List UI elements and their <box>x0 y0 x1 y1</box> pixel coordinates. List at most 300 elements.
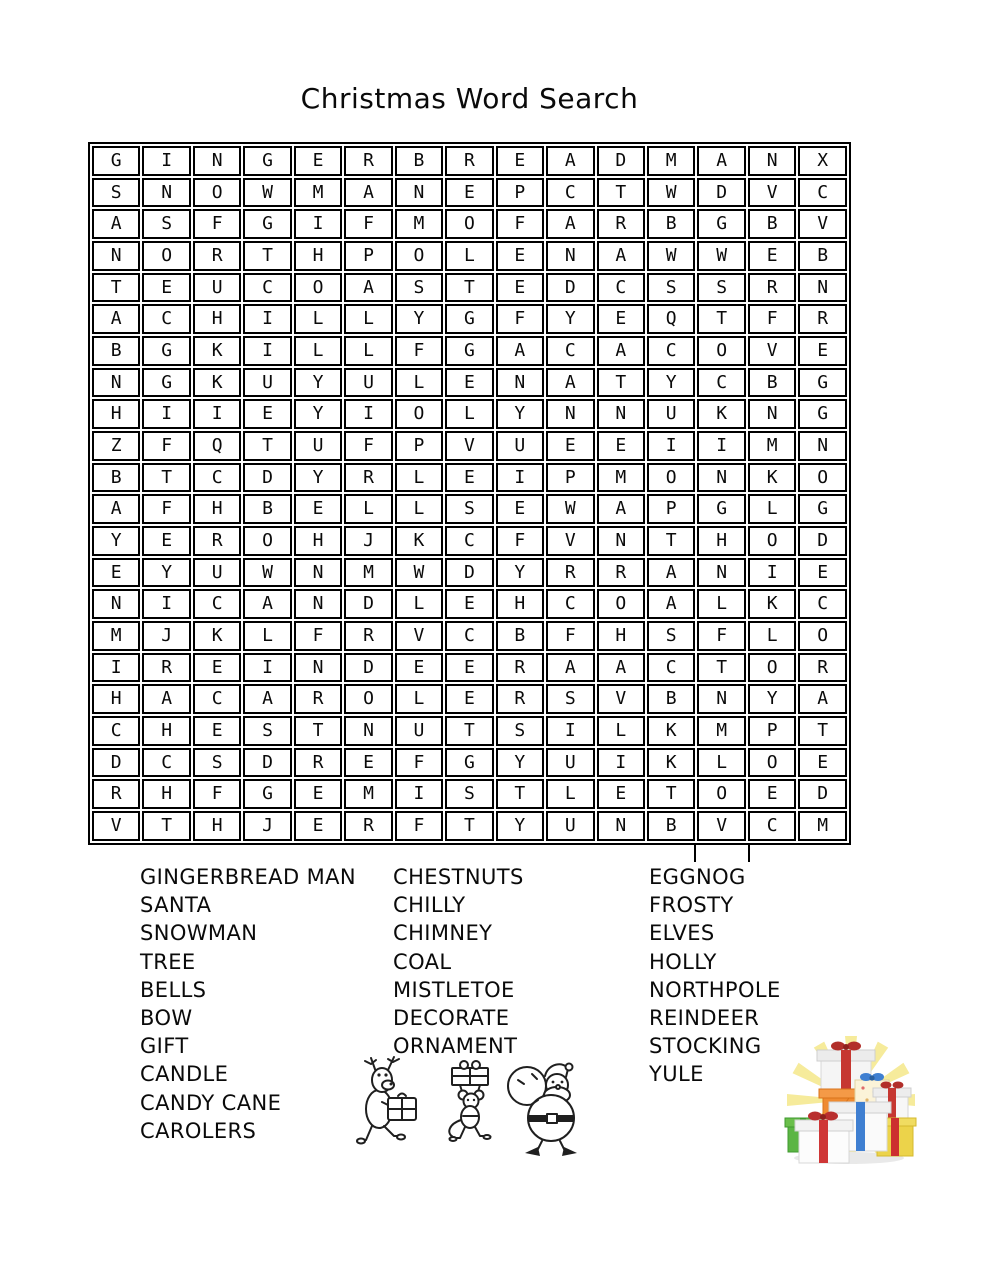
grid-cell: C <box>748 811 796 841</box>
grid-cell: N <box>798 431 847 461</box>
grid-row <box>92 589 847 619</box>
word-list-item: SNOWMAN <box>140 921 258 946</box>
grid-cell: C <box>798 178 847 208</box>
grid-row <box>92 399 847 429</box>
word-list-item: STOCKING <box>649 1034 762 1059</box>
grid-cell: T <box>243 431 291 461</box>
grid-cell: U <box>344 368 392 398</box>
word-list-item: GINGERBREAD MAN <box>140 865 356 889</box>
grid-cell: W <box>697 241 745 271</box>
grid-cell: G <box>142 368 190 398</box>
grid-cell: A <box>142 684 190 714</box>
grid-cell: N <box>546 241 594 271</box>
grid-cell: N <box>748 399 796 429</box>
grid-cell: O <box>798 463 847 493</box>
grid-cell: N <box>142 178 190 208</box>
grid-cell: D <box>243 748 291 778</box>
grid-cell: L <box>697 748 745 778</box>
grid-cell: E <box>597 779 645 809</box>
grid-cell: A <box>697 146 745 176</box>
grid-cell: O <box>193 178 241 208</box>
grid-cell: E <box>546 431 594 461</box>
word-list-item: TREE <box>140 949 196 974</box>
grid-row <box>92 273 847 303</box>
grid-cell: O <box>344 684 392 714</box>
grid-cell: N <box>294 558 342 588</box>
grid-cell: T <box>243 241 291 271</box>
grid-cell: S <box>647 273 695 303</box>
word-list-item: CHIMNEY <box>393 921 493 946</box>
grid-cell: F <box>697 621 745 651</box>
grid-cell: A <box>546 653 594 683</box>
grid-cell: Y <box>496 399 544 429</box>
grid-cell: N <box>697 684 745 714</box>
grid-cell: O <box>697 779 745 809</box>
grid-cell: A <box>344 178 392 208</box>
grid-cell: N <box>294 653 342 683</box>
grid-cell: R <box>445 146 493 176</box>
grid-cell: G <box>798 368 847 398</box>
grid-cell: K <box>395 526 443 556</box>
grid-row <box>92 621 847 651</box>
grid-cell: F <box>496 209 544 239</box>
grid-cell: O <box>748 526 796 556</box>
grid-cell: R <box>496 684 544 714</box>
grid-cell: G <box>142 336 190 366</box>
grid-cell: K <box>193 621 241 651</box>
grid-cell: C <box>445 526 493 556</box>
grid-cell: C <box>193 684 241 714</box>
grid-cell: T <box>445 811 493 841</box>
grid-cell: A <box>92 494 140 524</box>
grid-cell: H <box>142 716 190 746</box>
grid-cell: Q <box>193 431 241 461</box>
grid-cell: E <box>142 273 190 303</box>
grid-cell: R <box>798 304 847 334</box>
grid-cell: I <box>142 589 190 619</box>
grid-cell: E <box>798 558 847 588</box>
grid-cell: T <box>496 779 544 809</box>
grid-cell: N <box>92 368 140 398</box>
grid-row <box>92 558 847 588</box>
grid-cell: E <box>92 558 140 588</box>
grid-cell: L <box>344 336 392 366</box>
grid-cell: G <box>243 146 291 176</box>
grid-cell: O <box>243 526 291 556</box>
grid-cell: A <box>597 494 645 524</box>
grid-cell: U <box>647 399 695 429</box>
grid-cell: O <box>798 621 847 651</box>
grid-cell: L <box>395 463 443 493</box>
grid-cell: I <box>142 399 190 429</box>
grid-cell: C <box>597 273 645 303</box>
grid-cell: G <box>697 494 745 524</box>
grid-cell: L <box>294 336 342 366</box>
grid-cell: R <box>344 463 392 493</box>
grid-cell: F <box>344 431 392 461</box>
page-title: Christmas Word Search <box>300 82 639 115</box>
grid-cell: F <box>193 779 241 809</box>
grid-cell: G <box>243 779 291 809</box>
grid-cell: G <box>445 304 493 334</box>
grid-cell: M <box>395 209 443 239</box>
grid-cell: H <box>496 589 544 619</box>
grid-cell: U <box>193 273 241 303</box>
grid-cell: I <box>243 336 291 366</box>
word-list-item: CANDY CANE <box>140 1090 282 1115</box>
grid-cell: F <box>748 304 796 334</box>
word-list-column-3 <box>649 863 781 1089</box>
grid-cell: H <box>92 399 140 429</box>
grid-cell: T <box>647 779 695 809</box>
grid-row <box>92 431 847 461</box>
grid-cell: H <box>193 811 241 841</box>
grid-cell: E <box>395 653 443 683</box>
grid-cell: E <box>445 178 493 208</box>
grid-cell: G <box>92 146 140 176</box>
grid-cell: F <box>496 304 544 334</box>
grid-row <box>92 336 847 366</box>
grid-cell: S <box>697 273 745 303</box>
grid-row <box>92 779 847 809</box>
grid-cell: C <box>142 304 190 334</box>
grid-cell: L <box>748 621 796 651</box>
grid-cell: T <box>597 178 645 208</box>
grid-cell: L <box>445 241 493 271</box>
grid-cell: I <box>92 653 140 683</box>
word-list-item: REINDEER <box>649 1006 760 1031</box>
grid-cell: A <box>243 589 291 619</box>
grid-cell: T <box>697 304 745 334</box>
grid-cell: Q <box>647 304 695 334</box>
grid-cell: D <box>798 779 847 809</box>
grid-cell: E <box>344 748 392 778</box>
grid-cell: M <box>597 463 645 493</box>
word-list-item: BOW <box>140 1006 193 1031</box>
grid-cell: T <box>697 653 745 683</box>
grid-cell: L <box>294 304 342 334</box>
grid-cell: L <box>395 368 443 398</box>
grid-cell: T <box>142 463 190 493</box>
word-list-item: SANTA <box>140 893 212 918</box>
grid-cell: B <box>395 146 443 176</box>
grid-cell: D <box>697 178 745 208</box>
grid-cell: P <box>395 431 443 461</box>
grid-cell: E <box>597 304 645 334</box>
grid-cell: F <box>142 431 190 461</box>
grid-cell: A <box>92 209 140 239</box>
grid-cell: B <box>647 684 695 714</box>
grid-cell: J <box>142 621 190 651</box>
grid-row <box>92 716 847 746</box>
grid-cell: C <box>647 336 695 366</box>
grid-cell: E <box>193 716 241 746</box>
grid-cell: F <box>395 811 443 841</box>
grid-cell: R <box>294 748 342 778</box>
grid-cell: O <box>597 589 645 619</box>
grid-cell: L <box>697 589 745 619</box>
grid-cell: S <box>647 621 695 651</box>
grid-cell: I <box>243 304 291 334</box>
grid-cell: I <box>142 146 190 176</box>
grid-cell: C <box>142 748 190 778</box>
grid-cell: K <box>193 336 241 366</box>
word-search-grid <box>88 142 851 845</box>
grid-row <box>92 494 847 524</box>
grid-cell: N <box>92 241 140 271</box>
grid-cell: V <box>597 684 645 714</box>
grid-cell: G <box>798 494 847 524</box>
grid-cell: U <box>243 368 291 398</box>
grid-cell: P <box>647 494 695 524</box>
grid-cell: Y <box>496 811 544 841</box>
word-list-item: CAROLERS <box>140 1118 257 1143</box>
grid-cell: V <box>546 526 594 556</box>
grid-cell: B <box>798 241 847 271</box>
grid-cell: B <box>496 621 544 651</box>
grid-cell: Y <box>395 304 443 334</box>
grid-cell: S <box>445 779 493 809</box>
grid-cell: B <box>748 368 796 398</box>
grid-cell: E <box>243 399 291 429</box>
grid-cell: B <box>92 463 140 493</box>
grid-cell: C <box>193 589 241 619</box>
word-list-item: YULE <box>649 1062 704 1087</box>
grid-cell: S <box>395 273 443 303</box>
grid-cell: G <box>445 336 493 366</box>
grid-cell: E <box>445 589 493 619</box>
grid-cell: U <box>294 431 342 461</box>
grid-cell: C <box>647 653 695 683</box>
grid-cell: A <box>344 273 392 303</box>
grid-row <box>92 684 847 714</box>
grid-cell: M <box>748 431 796 461</box>
grid-cell: U <box>193 558 241 588</box>
grid-cell: N <box>294 589 342 619</box>
grid-cell: Y <box>142 558 190 588</box>
grid-cell: N <box>597 399 645 429</box>
grid-cell: Y <box>294 399 342 429</box>
grid-cell: C <box>697 368 745 398</box>
word-list-item: HOLLY <box>649 949 717 974</box>
grid-cell: B <box>748 209 796 239</box>
grid-cell: H <box>92 684 140 714</box>
word-list-column-2 <box>393 863 524 1060</box>
grid-cell: E <box>597 431 645 461</box>
grid-cell: E <box>294 779 342 809</box>
grid-cell: R <box>294 684 342 714</box>
grid-border-stub <box>694 845 696 862</box>
word-list-item: GIFT <box>140 1034 189 1059</box>
grid-cell: E <box>748 779 796 809</box>
grid-cell: I <box>597 748 645 778</box>
grid-cell: T <box>445 273 493 303</box>
grid-cell: U <box>546 811 594 841</box>
grid-cell: N <box>697 558 745 588</box>
grid-cell: V <box>748 336 796 366</box>
grid-cell: S <box>445 494 493 524</box>
grid-cell: H <box>697 526 745 556</box>
grid-row <box>92 368 847 398</box>
grid-cell: L <box>395 589 443 619</box>
grid-cell: M <box>697 716 745 746</box>
grid-row <box>92 178 847 208</box>
grid-cell: E <box>294 811 342 841</box>
grid-cell: Y <box>496 748 544 778</box>
grid-cell: O <box>142 241 190 271</box>
grid-cell: N <box>697 463 745 493</box>
grid-cell: P <box>546 463 594 493</box>
grid-cell: R <box>597 558 645 588</box>
santa-icon <box>508 1064 577 1157</box>
grid-cell: G <box>243 209 291 239</box>
grid-cell: A <box>647 558 695 588</box>
grid-cell: B <box>647 209 695 239</box>
grid-cell: E <box>445 463 493 493</box>
grid-cell: N <box>193 146 241 176</box>
grid-cell: I <box>647 431 695 461</box>
grid-cell: C <box>193 463 241 493</box>
grid-cell: O <box>395 399 443 429</box>
christmas-characters-illustration <box>352 1054 592 1158</box>
grid-row <box>92 748 847 778</box>
grid-cell: L <box>748 494 796 524</box>
grid-cell: I <box>243 653 291 683</box>
grid-cell: R <box>798 653 847 683</box>
grid-cell: L <box>395 494 443 524</box>
grid-cell: N <box>597 811 645 841</box>
grid-cell: D <box>243 463 291 493</box>
grid-cell: I <box>395 779 443 809</box>
grid-cell: R <box>597 209 645 239</box>
grid-cell: E <box>445 653 493 683</box>
grid-cell: I <box>294 209 342 239</box>
grid-cell: T <box>142 811 190 841</box>
word-list-column-1 <box>140 863 356 1145</box>
grid-cell: M <box>344 558 392 588</box>
grid-cell: V <box>395 621 443 651</box>
word-list-item: CHESTNUTS <box>393 865 524 889</box>
grid-cell: S <box>92 178 140 208</box>
grid-cell: D <box>597 146 645 176</box>
grid-cell: A <box>546 209 594 239</box>
grid-cell: O <box>697 336 745 366</box>
grid-cell: N <box>798 273 847 303</box>
mouse-icon <box>449 1061 490 1141</box>
grid-cell: W <box>647 178 695 208</box>
word-list-item: BELLS <box>140 977 207 1002</box>
grid-cell: Z <box>92 431 140 461</box>
grid-cell: C <box>445 621 493 651</box>
grid-cell: W <box>243 558 291 588</box>
grid-cell: R <box>496 653 544 683</box>
grid-cell: W <box>395 558 443 588</box>
grid-cell: E <box>496 241 544 271</box>
grid-cell: Y <box>294 463 342 493</box>
grid-cell: I <box>748 558 796 588</box>
grid-cell: P <box>344 241 392 271</box>
grid-cell: C <box>243 273 291 303</box>
grid-cell: H <box>193 494 241 524</box>
grid-cell: Y <box>647 368 695 398</box>
grid-row <box>92 653 847 683</box>
grid-cell: E <box>193 653 241 683</box>
grid-cell: U <box>395 716 443 746</box>
grid-cell: N <box>92 589 140 619</box>
grid-row <box>92 304 847 334</box>
grid-cell: E <box>798 336 847 366</box>
grid-cell: L <box>546 779 594 809</box>
word-list-item: FROSTY <box>649 893 734 918</box>
grid-cell: H <box>142 779 190 809</box>
grid-row <box>92 241 847 271</box>
grid-cell: D <box>546 273 594 303</box>
grid-cell: G <box>697 209 745 239</box>
grid-cell: W <box>647 241 695 271</box>
grid-cell: T <box>445 716 493 746</box>
grid-cell: T <box>798 716 847 746</box>
grid-cell: F <box>142 494 190 524</box>
grid-cell: M <box>92 621 140 651</box>
word-list-item: EGGNOG <box>649 865 746 889</box>
grid-cell: J <box>344 526 392 556</box>
grid-cell: F <box>344 209 392 239</box>
grid-cell: Y <box>92 526 140 556</box>
grid-cell: Y <box>748 684 796 714</box>
grid-cell: T <box>647 526 695 556</box>
word-list-item: ELVES <box>649 921 715 946</box>
grid-cell: I <box>496 463 544 493</box>
grid-cell: K <box>647 748 695 778</box>
grid-cell: U <box>496 431 544 461</box>
grid-cell: C <box>546 589 594 619</box>
grid-cell: E <box>294 146 342 176</box>
grid-cell: L <box>395 684 443 714</box>
grid-cell: A <box>243 684 291 714</box>
grid-cell: D <box>798 526 847 556</box>
grid-cell: R <box>344 146 392 176</box>
grid-cell: I <box>193 399 241 429</box>
grid-cell: I <box>546 716 594 746</box>
grid-cell: C <box>798 589 847 619</box>
grid-border-stub <box>748 845 750 862</box>
grid-cell: A <box>92 304 140 334</box>
grid-cell: S <box>243 716 291 746</box>
grid-body <box>92 146 847 841</box>
grid-cell: R <box>546 558 594 588</box>
grid-cell: W <box>243 178 291 208</box>
grid-cell: R <box>344 621 392 651</box>
grid-cell: L <box>597 716 645 746</box>
grid-cell: A <box>546 146 594 176</box>
grid-row <box>92 209 847 239</box>
grid-cell: E <box>496 273 544 303</box>
grid-cell: E <box>748 241 796 271</box>
grid-cell: L <box>243 621 291 651</box>
grid-cell: G <box>445 748 493 778</box>
grid-cell: E <box>496 494 544 524</box>
grid-cell: Y <box>546 304 594 334</box>
grid-cell: N <box>748 146 796 176</box>
grid-cell: C <box>546 336 594 366</box>
grid-cell: A <box>496 336 544 366</box>
grid-cell: F <box>294 621 342 651</box>
grid-cell: X <box>798 146 847 176</box>
grid-cell: V <box>445 431 493 461</box>
grid-cell: K <box>193 368 241 398</box>
grid-cell: Y <box>496 558 544 588</box>
gift-boxes-illustration <box>779 1030 924 1165</box>
